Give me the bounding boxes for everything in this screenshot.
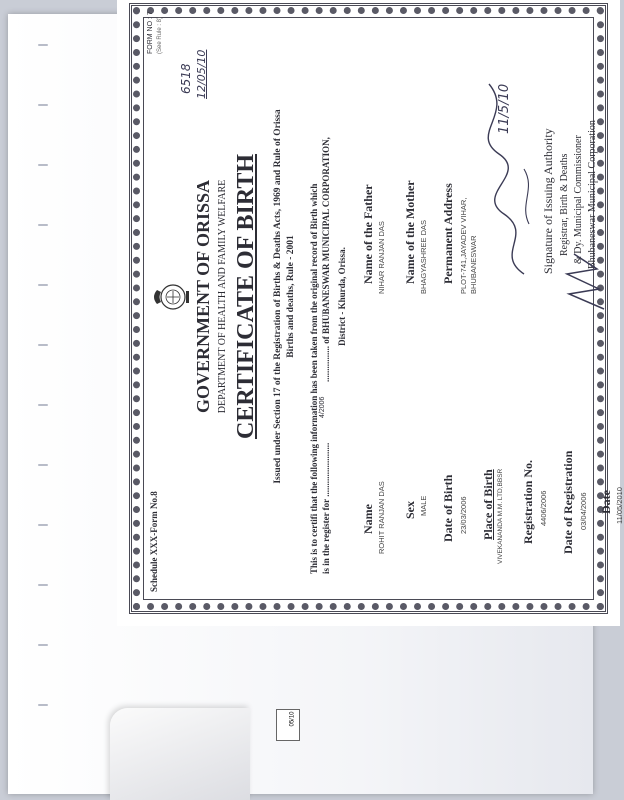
margin-mark bbox=[38, 44, 48, 46]
signature-label: Signature of Issuing Authority bbox=[540, 127, 555, 274]
dob-value: 23/03/2006 bbox=[458, 495, 468, 534]
sex-value: MALE bbox=[418, 495, 428, 516]
side-tag-text: 05/10 bbox=[289, 711, 296, 727]
margin-mark bbox=[38, 224, 48, 226]
address-line1: PLOT-741,JAYADEV VIHAR, bbox=[458, 197, 468, 294]
district-line: District - Khurda, Orissa. bbox=[336, 246, 347, 346]
address-label: Permanent Address bbox=[440, 182, 455, 284]
state-emblem-icon bbox=[151, 280, 191, 314]
margin-mark bbox=[38, 104, 48, 106]
father-label: Name of the Father bbox=[360, 183, 375, 284]
date-value: 11/05/2010 bbox=[614, 486, 624, 524]
margin-mark bbox=[38, 704, 48, 706]
margin-mark bbox=[38, 644, 48, 646]
margin-mark bbox=[38, 584, 48, 586]
certificate-title: CERTIFICATE OF BIRTH bbox=[232, 153, 259, 439]
cloth-object bbox=[110, 708, 250, 800]
margin-mark bbox=[38, 284, 48, 286]
stamp-line1: Registrar, Birth & Deaths bbox=[558, 153, 570, 256]
birth-certificate bbox=[117, 0, 624, 626]
pob-value: VIVEKANANDA M.M. LTD,BBSR bbox=[496, 468, 504, 564]
certify-line1: This is to certifi that the following information has been taken from the original record of Birth which bbox=[308, 183, 319, 574]
margin-mark bbox=[38, 344, 48, 346]
margin-mark bbox=[38, 464, 48, 466]
mother-label: Name of the Mother bbox=[402, 179, 417, 284]
handwritten-date: 12/05/10 bbox=[194, 49, 208, 99]
issued-under-line2: Births and deaths, Rule - 2001 bbox=[285, 234, 296, 358]
form-rule: (See Rule : 8) bbox=[156, 16, 163, 54]
sex-label: Sex bbox=[402, 500, 417, 519]
registration-number-label: Registration No. bbox=[520, 459, 535, 544]
registration-date-value: 03/04/2006 bbox=[578, 491, 588, 530]
registration-date-label: Date of Registration bbox=[560, 450, 575, 554]
pob-label: Place of Birth bbox=[480, 468, 495, 540]
date-label: Date bbox=[598, 489, 613, 514]
margin-mark bbox=[38, 404, 48, 406]
address-line2: BHUBANESWAR bbox=[468, 235, 478, 294]
certify-line2-prefix: is in the register for ........................ bbox=[320, 442, 331, 574]
mother-value: BHAGYASHREE DAS bbox=[418, 219, 428, 294]
margin-mark bbox=[38, 164, 48, 166]
stamp-line3: Bhubaneswar Municipal Corporation bbox=[586, 119, 598, 269]
government-heading: GOVERNMENT OF ORISSA bbox=[192, 179, 213, 413]
handwritten-number: 6518 bbox=[178, 62, 193, 94]
dob-label: Date of Birth bbox=[440, 474, 455, 542]
form-number: FORM NO : 7 bbox=[146, 10, 154, 54]
signature-handwritten-date: 11/5/10 bbox=[496, 83, 512, 134]
certify-line2-suffix: ................ of BHUBANESWAR MUNICIPAL CORPORATION, bbox=[320, 136, 331, 382]
father-value: NIHAR RANJAN DAS bbox=[376, 220, 386, 294]
side-tag bbox=[276, 709, 300, 741]
margin-mark bbox=[38, 524, 48, 526]
registration-number-value: 4406/2006 bbox=[538, 490, 548, 526]
name-value: ROHIT RANJAN DAS bbox=[376, 480, 386, 554]
department-heading: DEPARTMENT OF HEALTH AND FAMILY WELFARE bbox=[216, 179, 228, 413]
certify-year: 4/2006 bbox=[318, 396, 326, 418]
stamp-line2: & Dy. Municipal Commissioner bbox=[572, 134, 584, 264]
initials-scribble-icon bbox=[559, 234, 614, 314]
issued-under-line1: Issued under Section 17 of the Registration of Births & Deaths Acts, 1969 and Rule of Orissa bbox=[272, 108, 283, 484]
name-label: Name bbox=[360, 503, 375, 534]
schedule-label: Schedule XXX-Form No.8 bbox=[148, 490, 159, 592]
